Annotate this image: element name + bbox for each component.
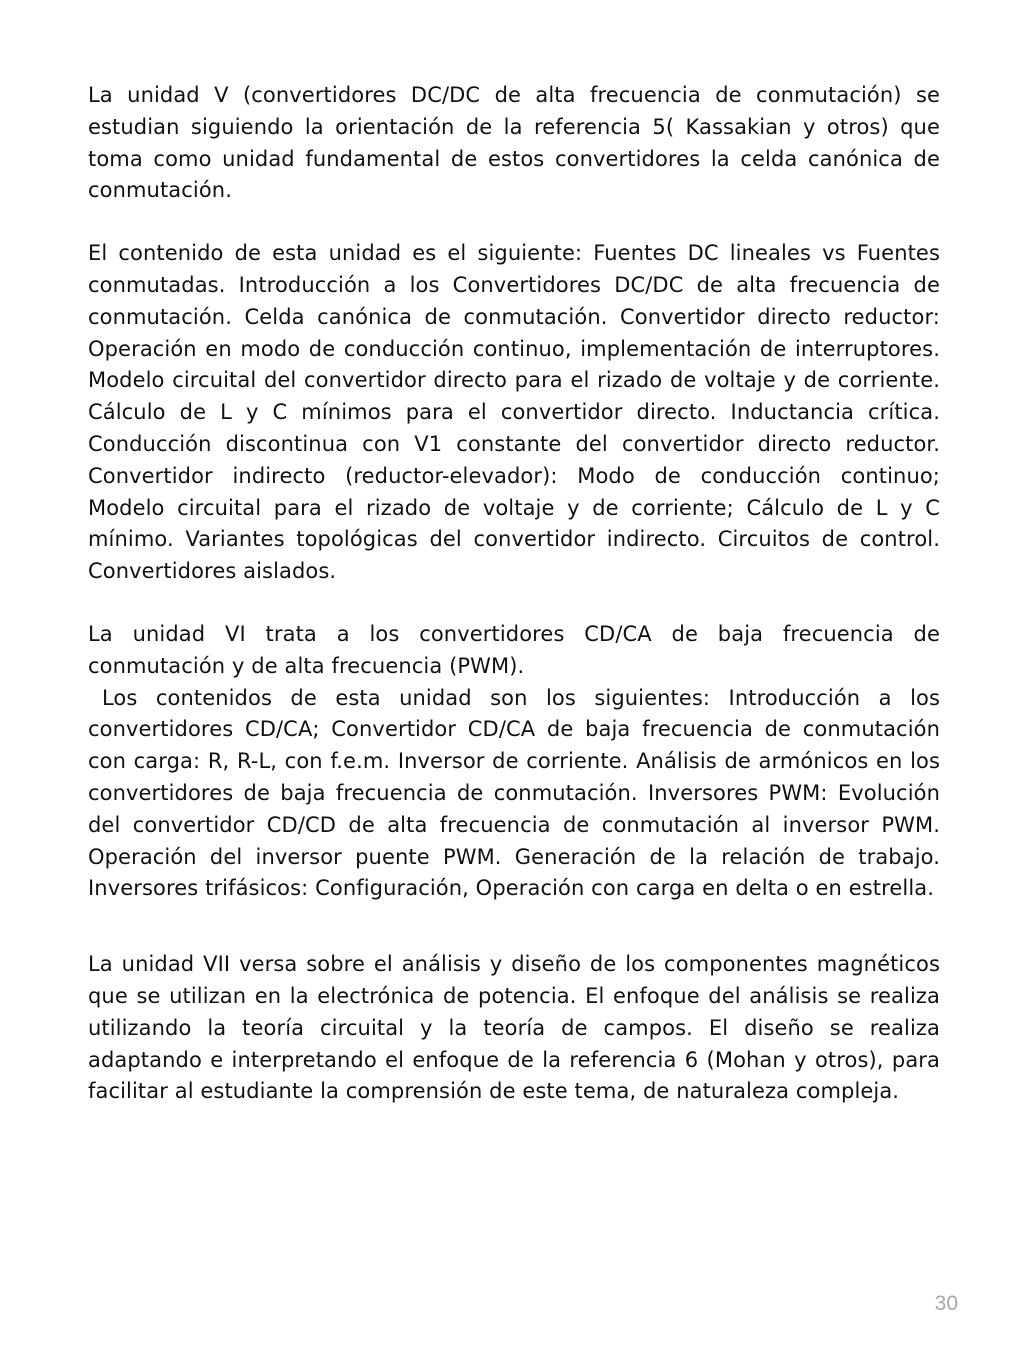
page-number: 30 xyxy=(934,1292,958,1315)
paragraph-unit-vii: La unidad VII versa sobre el análisis y diseño de los componentes magnéticos que se utilizan en la electrónica de potencia. El enfoque del análisis se realiza utilizando la teoría circuital y la teoría de campos. El diseño se realiza adaptando e interpretando el enfoque de la referencia 6 (Mohan y otros), para facilitar al estudiante la comprensión de este tema, de naturaleza compleja. xyxy=(88,952,940,1104)
document-body xyxy=(88,80,940,1108)
paragraph-unit-vi-intro: La unidad VI trata a los convertidores CD/CA de baja frecuencia de conmutación y de alta frecuencia (PWM). xyxy=(88,621,940,678)
paragraph-unit-v-intro: La unidad V (convertidores DC/DC de alta frecuencia de conmutación) se estudian siguiendo la orientación de la referencia 5( Kassakian y otros) que toma como unidad fundamental de estos convertidores la celda canónica de conmutación. xyxy=(88,83,940,203)
paragraph-unit-vi-contents: Los contenidos de esta unidad son los siguientes: Introducción a los convertidores CD/CA; Convertidor CD/CA de baja frecuencia de conmutación con carga: R, R-L, con f.e.m. Inversor de corriente. Análisis de armónicos en los convertidores de baja frecuencia de conmutación. Inversores PWM: Evolución del convertidor CD/CD de alta frecuencia de conmutación al inversor PWM. Operación del inversor puente PWM. Generación de la relación de trabajo. Inversores trifásicos: Configuración, Operación con carga en delta o en estrella. xyxy=(88,685,940,901)
paragraph-unit-v-contents: El contenido de esta unidad es el siguiente: Fuentes DC lineales vs Fuentes conmutadas. Introducción a los Convertidores DC/DC de alta frecuencia de conmutación. Celda canónica de conmutación. Convertidor directo reductor: Operación en modo de conducción continuo, implementación de interruptores. Modelo circuital del convertidor directo para el rizado de voltaje y de corriente. Cálculo de L y C mínimos para el convertidor directo. Inductancia crítica. Conducción discontinua con V1 constante del convertidor directo reductor. Convertidor indirecto (reductor-elevador): Modo de conducción continuo; Modelo circuital para el rizado de voltaje y de corriente; Cálculo de L y C mínimo. Variantes topológicas del convertidor indirecto. Circuitos de control. Convertidores aislados. xyxy=(88,241,940,584)
